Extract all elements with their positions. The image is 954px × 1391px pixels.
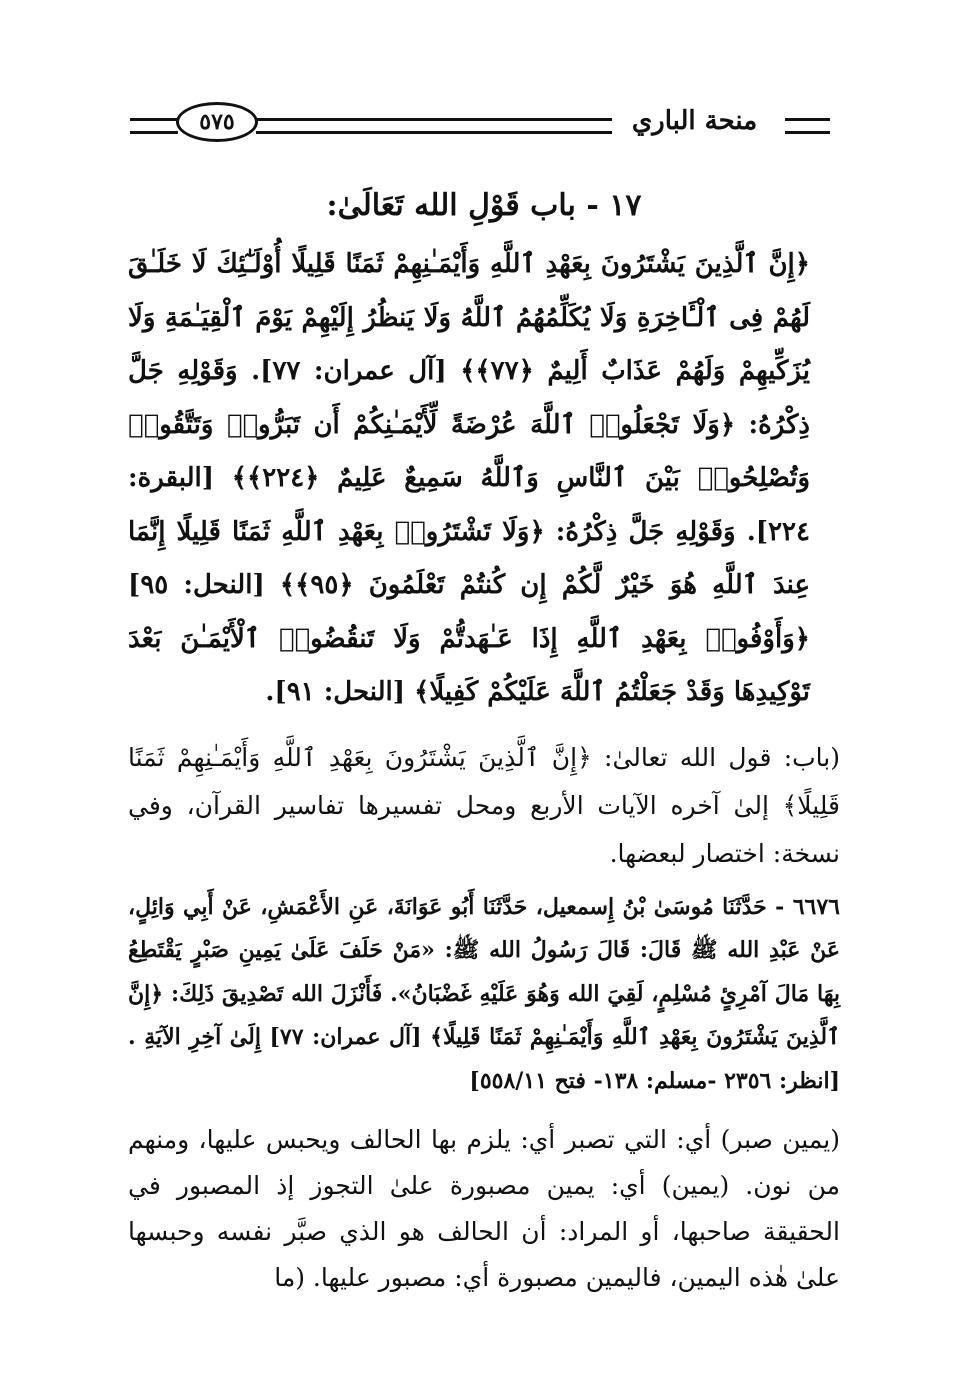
header-rule-right [785,118,830,134]
header-rule-middle [256,118,612,134]
chapter-heading: ١٧ - باب قَوْلِ الله تَعَالَىٰ: [326,188,642,223]
page-header [130,92,830,152]
page-number-badge [176,102,258,142]
commentary-paragraph-2: (يمين صبر) أي: التي تصبر أي: يلزم بها الحالف ويحبس عليها، ومنهم من نون. (يمين) أي: يمين مصبورة علىٰ التجوز إذ المصبور في الحقيقة صاحبها، أو المراد: أن الحالف هو الذي صبَّر نفسه وحبسها علىٰ هٰذه اليمين، فاليمين مصبورة أي: مصبور عليها. (ما [128,1125,840,1292]
commentary-paragraph-1: (باب: قول الله تعالىٰ: ﴿إِنَّ ٱلَّذِينَ يَشْتَرُونَ بِعَهْدِ ٱللَّهِ وَأَيْمَـٰنِهِمْ ثَمَنًا قَلِيلًا﴾ إلىٰ آخره الآيات الأربع ومحل تفسيرها تفاسير القرآن، وفي نسخة: اختصار لبعضها. [128,742,840,868]
page-body [128,178,840,1301]
page-number: ٥٧٥ [199,109,235,135]
book-title: منحة الباري [631,106,758,136]
quran-verses: ﴿إِنَّ ٱلَّذِينَ يَشْتَرُونَ بِعَهْدِ ٱللَّهِ وَأَيْمَـٰنِهِمْ ثَمَنًا قَلِيلًا أُوْلَـٰٓئِكَ لَا خَلَـٰقَ لَهُمْ فِى ٱلْـَٔاخِرَةِ وَلَا يُكَلِّمُهُمُ ٱللَّهُ وَلَا يَنظُرُ إِلَيْهِمْ يَوْمَ ٱلْقِيَـٰمَةِ وَلَا يُزَكِّيهِمْ وَلَهُمْ عَذَابٌ أَلِيمٌ ﴿٧٧﴾﴾ [آل عمران: ٧٧]. وَقَوْلِهِ جَلَّ ذِكْرُهُ: ﴿وَلَا تَجْعَلُوا۟ ٱللَّهَ عُرْضَةً لِّأَيْمَـٰنِكُمْ أَن تَبَرُّوا۟ وَتَتَّقُوا۟ وَتُصْلِحُوا۟ بَيْنَ ٱلنَّاسِ وَٱللَّهُ سَمِيعٌ عَلِيمٌ ﴿٢٢٤﴾﴾ [البقرة: ٢٢٤]. وَقَوْلِهِ جَلَّ ذِكْرُهُ: ﴿وَلَا تَشْتَرُوا۟ بِعَهْدِ ٱللَّهِ ثَمَنًا قَلِيلًا إِنَّمَا عِندَ ٱللَّهِ هُوَ خَيْرٌ لَّكُمْ إِن كُنتُمْ تَعْلَمُونَ ﴿٩٥﴾﴾ [النحل: ٩٥] ﴿وَأَوْفُوا۟ بِعَهْدِ ٱللَّهِ إِذَا عَـٰهَدتُّمْ وَلَا تَنقُضُوا۟ ٱلْأَيْمَـٰنَ بَعْدَ تَوْكِيدِهَا وَقَدْ جَعَلْتُمُ ٱللَّهَ عَلَيْكُمْ كَفِيلًا﴾ [النحل: ٩١]. [128,249,811,707]
hadith-text: ٦٦٧٦ - حَدَّثَنَا مُوسَىٰ بْنُ إِسمعيل، حَدَّثَنَا أَبُو عَوَانَةَ، عَنِ الأَعْمَشِ، عَنْ أَبِي وَائِلٍ، عَنْ عَبْدِ الله ﷺ قَالَ: قَالَ رَسُولُ الله ﷺ: «مَنْ حَلَفَ عَلَىٰ يَمِينِ صَبْرٍ يَقْتَطِعُ بِهَا مَالَ آمْرِئٍ مُسْلِمٍ، لَقِيَ الله وَهُوَ عَلَيْهِ غَضْبَانُ». فَأَنْزَلَ الله تَصْدِيقَ ذَلِكَ: ﴿إِنَّ ٱلَّذِينَ يَشْتَرُونَ بِعَهْدِ ٱللَّهِ وَأَيْمَـٰنِهِمْ ثَمَنًا قَلِيلًا﴾ [آل عمران: ٧٧] إِلَىٰ آخِرِ الآيَةِ .[انظر: ٢٣٥٦ -مسلم: ١٣٨- فتح ٥٥٨/١١] [128,893,840,1094]
header-rule-left [130,118,178,134]
